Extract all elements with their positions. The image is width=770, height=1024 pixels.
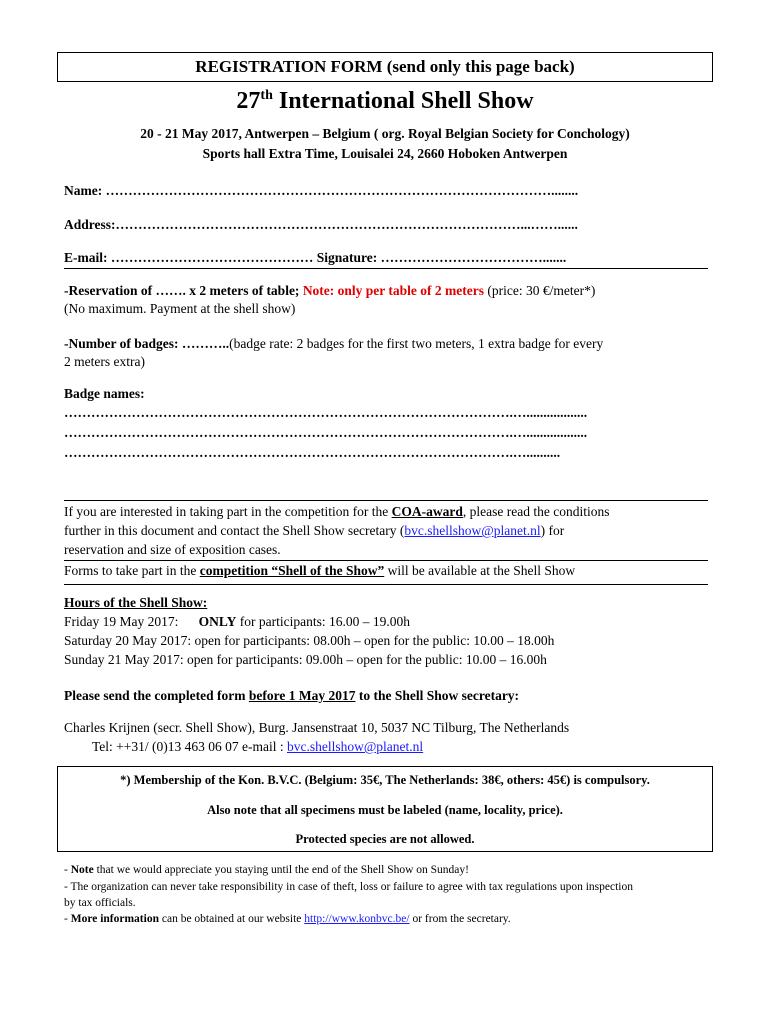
- send-instruction: Please send the completed form before 1 May 2017 to the Shell Show secretary:: [64, 688, 520, 703]
- hours-friday: Friday 19 May 2017: ONLY for participants: 16.00 – 19.00h: [64, 614, 410, 629]
- membership-note: *) Membership of the Kon. B.V.C. (Belgium: 35€, The Netherlands: 38€, others: 45€) is compulsory.: [120, 773, 650, 787]
- secretary-email-link-2[interactable]: bvc.shellshow@planet.nl: [287, 739, 424, 754]
- competition-text: If you are interested in taking part in the competition for the COA-award, please read the conditions: [64, 504, 610, 519]
- footer-note-2-cont: by tax officials.: [64, 897, 136, 909]
- page-title: 27th International Shell Show: [236, 88, 534, 114]
- form-header: REGISTRATION FORM (send only this page back): [57, 52, 713, 82]
- name-field[interactable]: Name: ………………………………………………………………………………………........: [64, 183, 579, 198]
- hours-sunday: Sunday 21 May 2017: open for participants: 09.00h – open for the public: 10.00 – 16.00h: [64, 652, 547, 667]
- notice-box: [57, 766, 713, 852]
- badges-line[interactable]: -Number of badges: ………..(badge rate: 2 badges for the first two meters, 1 extra badge for every: [64, 336, 604, 351]
- event-venue-line: Sports hall Extra Time, Louisalei 24, 2660 Hoboken Antwerpen: [202, 146, 568, 161]
- divider: [64, 500, 708, 501]
- protected-species-note: Protected species are not allowed.: [295, 832, 475, 846]
- secretary-email-link[interactable]: bvc.shellshow@planet.nl: [404, 523, 541, 538]
- badge-name-line-1[interactable]: ……………………………………………………………………………………….…..................: [64, 405, 588, 420]
- address-field[interactable]: Address:………………………………………………………………………………...……......: [64, 217, 578, 232]
- footer-note-2: - The organization can never take responsibility in case of theft, loss or failure to agree with tax regulations upon inspection: [64, 881, 633, 893]
- badge-name-line-3[interactable]: ……………………………………………………………………………………….…..........: [64, 445, 561, 460]
- secretary-contact: Tel: ++31/ (0)13 463 06 07 e-mail : bvc.shellshow@planet.nl: [92, 739, 424, 754]
- event-date-line: 20 - 21 May 2017, Antwerpen – Belgium ( org. Royal Belgian Society for Conchology): [140, 126, 630, 141]
- badge-name-line-2[interactable]: ……………………………………………………………………………………….…..................: [64, 425, 588, 440]
- hours-title: Hours of the Shell Show:: [64, 595, 208, 610]
- reservation-note: (No maximum. Payment at the shell show): [64, 301, 296, 316]
- badge-names-label: Badge names:: [64, 386, 145, 401]
- badges-rate-cont: 2 meters extra): [64, 354, 145, 369]
- divider: [64, 560, 708, 561]
- competition-text-2: further in this document and contact the Shell Show secretary (bvc.shellshow@planet.nl) for: [64, 523, 565, 538]
- footer-note-1: - Note that we would appreciate you staying until the end of the Shell Show on Sunday!: [64, 864, 469, 876]
- competition-forms-text: Forms to take part in the competition “Shell of the Show” will be available at the Shell Show: [64, 563, 576, 578]
- reservation-line[interactable]: -Reservation of ……. x 2 meters of table; Note: only per table of 2 meters (price: 30 €/meter*): [64, 283, 596, 298]
- footer-note-3: - More information can be obtained at our website http://www.konbvc.be/ or from the secretary.: [64, 913, 511, 925]
- email-signature-field[interactable]: E-mail: ……………………………………… Signature: ……………………………….......: [64, 250, 567, 265]
- labeling-note: Also note that all specimens must be labeled (name, locality, price).: [207, 803, 563, 817]
- divider: [64, 584, 708, 585]
- competition-text-3: reservation and size of exposition cases.: [64, 542, 281, 557]
- secretary-address: Charles Krijnen (secr. Shell Show), Burg. Jansenstraat 10, 5037 NC Tilburg, The Netherlands: [64, 720, 570, 735]
- divider: [64, 268, 708, 269]
- website-link[interactable]: http://www.konbvc.be/: [304, 913, 410, 925]
- hours-saturday: Saturday 20 May 2017: open for participants: 08.00h – open for the public: 10.00 – 18.00h: [64, 633, 555, 648]
